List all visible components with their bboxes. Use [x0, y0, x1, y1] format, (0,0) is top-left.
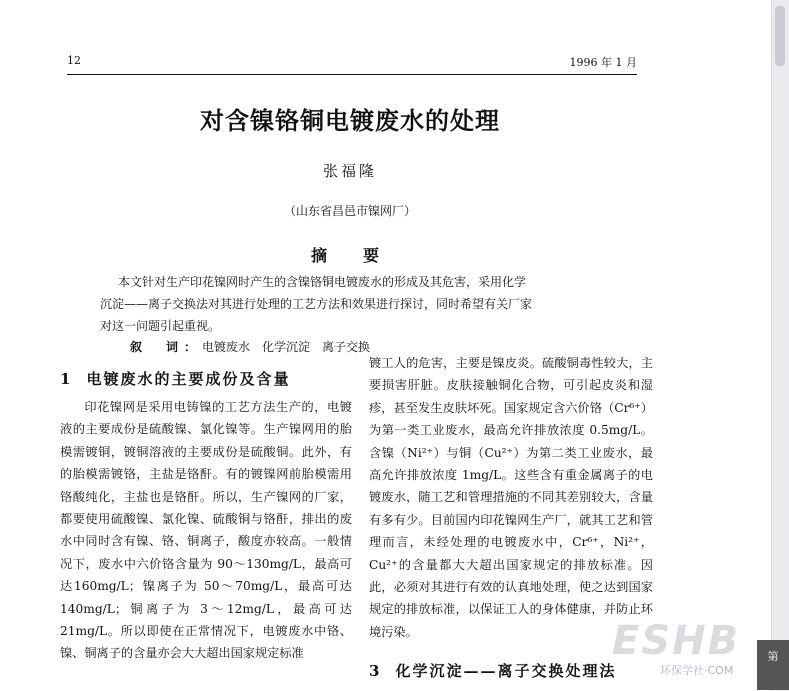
- abstract-line: 对这一问题引起重视。: [100, 319, 221, 333]
- watermark-text: 环保学社·COM: [660, 664, 734, 677]
- page-number: 12: [67, 54, 81, 67]
- paper-title: 对含镍铬铜电镀废水的处理: [200, 106, 500, 135]
- section-3-heading: [369, 660, 616, 681]
- abstract-heading: 摘 要: [310, 246, 389, 265]
- abstract-line: 沉淀——离子交换法对其进行处理的工艺方法和效果进行探讨，同时希望有关厂家: [100, 297, 533, 311]
- author-name: 张福隆: [322, 162, 377, 180]
- watermark-logo: ESHB: [612, 618, 741, 664]
- author-affiliation: （山东省昌邑市镍网厂）: [283, 204, 416, 218]
- scrollbar-thumb[interactable]: [775, 6, 785, 66]
- vertical-scrollbar[interactable]: [771, 0, 789, 691]
- keywords-label: 叙 词：: [130, 340, 203, 354]
- issue-date: 1996 年 1 月: [569, 56, 637, 69]
- body-paragraph: 镀工人的危害，主要是镍皮炎。硫酸铜毒性较大，主要损害肝脏。皮肤接触铜化合物，可引起皮炎和湿疹，甚至发生皮肤坏死。国家规定含六价铬（Cr⁶⁺）为第一类工业废水，最高允许排放浓度 0.5mg/L。含镍（Ni²⁺）与铜（Cu²⁺）为第二类工业废水，最高允许排放浓度 1mg/L。这些含有重金属离子的电镀废水，随工艺和管理措施的不同其差别较大，含量有多有少。目前国内印花镍网生产厂，就其工艺和管理而言，未经处理的电镀废水中，Cr⁶⁺，Ni²⁺，Cu²⁺的含量都大大超出国家规定的排放标准。因此，必须对其进行有效的认真地处理，使之达到国家规定的排放标准，以保证工人的身体健康，并防止环境污染。: [369, 356, 653, 639]
- abstract-text: [100, 271, 640, 337]
- running-header: [67, 52, 637, 75]
- section-title: 电镀废水的主要成份及含量: [86, 370, 291, 388]
- section-1-heading: [60, 368, 290, 389]
- keywords: [130, 338, 370, 355]
- keywords-text: 电镀废水 化学沉淀 离子交换: [202, 340, 371, 354]
- watermark: [612, 618, 772, 684]
- abstract-line: 本文针对生产印花镍网时产生的含镍铬铜电镀废水的形成及其危害，采用化学: [118, 275, 527, 289]
- body-paragraph: 印花镍网是采用电铸镍的工艺方法生产的，电镀液的主要成份是硫酸镍、氯化镍等。生产镍网用的胎模需镀铜，镀铜溶液的主要成份是硫酸铜。此外，有的胎模需镀铬，主盐是铬酐。有的镀镍网前胎模需用铬酸纯化，主盐也是铬酐。所以，生产镍网的厂家，都要使用硫酸镍、氯化镍、硫酸铜与铬酐，排出的废水中同时含有镍、铬、铜离子，酸度亦较高。一般情况下，废水中六价铬含量为 90～130mg/L，最高可达160mg/L；镍离子为 50～70mg/L，最高可达140mg/L；铜离子为 3～12mg/L，最高可达21mg/L。所以即使在正常情况下，电镀废水中铬、镍、铜离子的含量亦会大大超出国家规定标准: [60, 400, 352, 661]
- section-title: 化学沉淀——离子交换处理法: [395, 662, 617, 680]
- section-number: 3: [369, 662, 382, 680]
- right-column: [369, 352, 653, 643]
- next-page-tab[interactable]: 第: [757, 640, 789, 690]
- left-column: [60, 396, 352, 665]
- section-number: 1: [60, 370, 73, 388]
